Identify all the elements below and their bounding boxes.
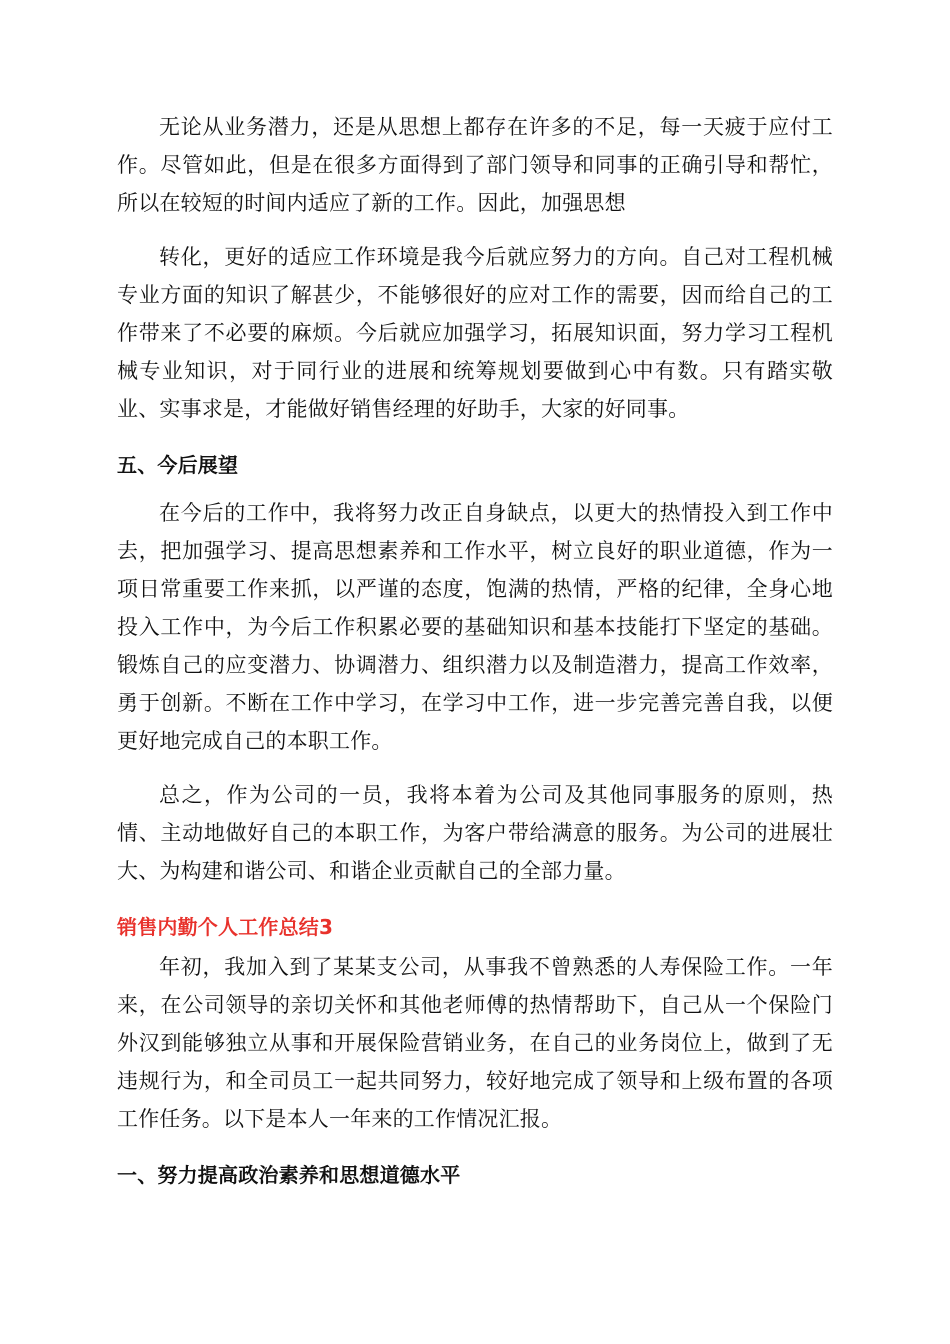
document-title-summary-3: 销售内勤个人工作总结3 [117,915,334,939]
section-heading-outlook: 五、今后展望 [117,453,239,477]
paragraph-4: 总之，作为公司的一员，我将本着为公司及其他同事服务的原则，热情、主动地做好自己的本职工作，为客户带给满意的服务。为公司的进展壮大、为构建和谐公司、和谐企业贡献自己的全部力量。 [117,783,833,883]
paragraph-3: 在今后的工作中，我将努力改正自身缺点，以更大的热情投入到工作中去，把加强学习、提高思想素养和工作水平，树立良好的职业道德，作为一项日常重要工作来抓，以严谨的态度，饱满的热情，严格的纪律，全身心地投入工作中，为今后工作积累必要的基础知识和基本技能打下坚定的基础。锻炼自己的应变潜力、协调潜力、组织潜力以及制造潜力，提高工作效率，勇于创新。不断在工作中学习，在学习中工作，进一步完善完善自我，以便更好地完成自己的本职工作。 [117,501,833,753]
section-heading-political: 一、努力提高政治素养和思想道德水平 [117,1163,461,1187]
paragraph-5: 年初，我加入到了某某支公司，从事我不曾熟悉的人寿保险工作。一年来，在公司领导的亲切关怀和其他老师傅的热情帮助下，自己从一个保险门外汉到能够独立从事和开展保险营销业务，在自己的业务岗位上，做到了无违规行为，和全司员工一起共同努力，较好地完成了领导和上级布置的各项工作任务。以下是本人一年来的工作情况汇报。 [117,955,833,1131]
document-page [117,108,833,1194]
paragraph-1: 无论从业务潜力，还是从思想上都存在许多的不足，每一天疲于应付工作。尽管如此，但是在很多方面得到了部门领导和同事的正确引导和帮忙，所以在较短的时间内适应了新的工作。因此，加强思想 [117,115,833,215]
paragraph-2: 转化，更好的适应工作环境是我今后就应努力的方向。自己对工程机械专业方面的知识了解甚少，不能够很好的应对工作的需要，因而给自己的工作带来了不必要的麻烦。今后就应加强学习，拓展知识面，努力学习工程机械专业知识，对于同行业的进展和统筹规划要做到心中有数。只有踏实敬业、实事求是，才能做好销售经理的好助手，大家的好同事。 [117,245,833,421]
